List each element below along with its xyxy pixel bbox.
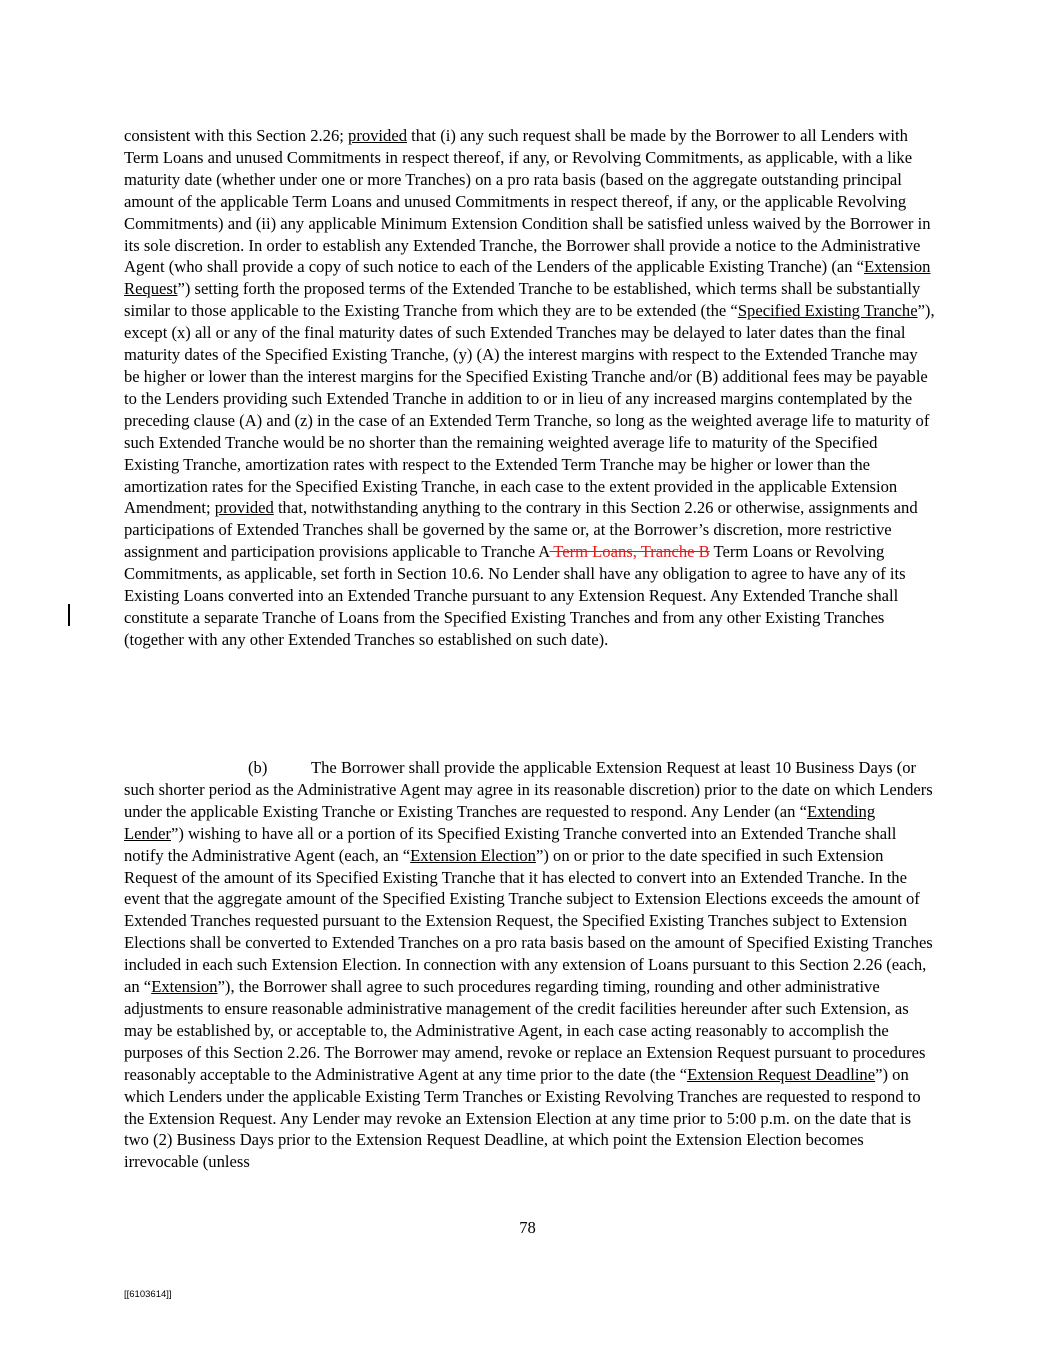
document-id: [[6103614]]	[124, 1289, 172, 1300]
defined-term-extension: Extension	[151, 977, 218, 997]
text-run: consistent with this Section 2.26;	[124, 126, 349, 145]
defined-term-specified-existing-tranche: Specified Existing Tranche	[737, 301, 918, 321]
defined-term-provided: provided	[348, 126, 408, 145]
text-run: that (i) any such request shall be made by the Borrower to all Lenders with Term Loans and unused Commitments in respect thereof, if any, or Revolving Commitments, as applicable, with a like maturity date (whether under one or more Tranches) on a pro rata basis (based on the aggregate outstanding principal amount of the applicable Term Loans and unused Commitments in respect thereof, if any, or the applicable Revolving Commitments) and (ii) any applicable Minimum Extension Condition shall be satisfied unless waived by the Borrower in its sole discretion. In order to establish any Extended Tranche, the Borrower shall provide a notice to the Administrative Agent (who shall provide a copy of such notice to each of the Lenders of the applicable Existing Tranche) (an “	[124, 126, 931, 277]
defined-term-extension-request-deadline: Extension Request Deadline	[687, 1064, 876, 1084]
text-run: ”), except (x) all or any of the final maturity dates of such Extended Tranches may be delayed to later dates than the final maturity dates of the Specified Existing Tranche, (y) (A) the interest margins with respect to the Extended Tranche may be higher or lower than the interest margins for the Specified Existing Tranche and/or (B) additional fees may be payable to the Lenders providing such Extended Tranche in addition to or in lieu of any increased margins contemplated by the preceding clause (A) and (z) in the case of an Extended Term Tranche, so long as the weighted average life to maturity of such Extended Tranche would be no shorter than the remaining weighted average life to maturity of the Specified Existing Tranche, amortization rates with respect to the Extended Term Tranche may be higher or lower than the amortization rates for the Specified Existing Tranche, in each case to the extent provided in the applicable Extension Amendment;	[124, 301, 935, 518]
page-number: 78	[519, 1218, 536, 1237]
paragraph-continuation	[124, 125, 936, 651]
text-run: ”) on which Lenders under the applicable Existing Term Tranches or Existing Revolving Tranches are requested to respond to the Extension Request. Any Lender may revoke an Extension Election at any time prior to 5:00 p.m. on the date that is two (2) Business Days prior to the Extension Request Deadline, at which point the Extension Election becomes irrevocable (unless	[124, 1064, 921, 1172]
defined-term-extension-request: Extension Request	[124, 257, 931, 299]
defined-term-extension-election: Extension Election	[410, 845, 536, 865]
revision-change-bar	[68, 604, 70, 626]
text-run: ”) on or prior to the date specified in such Extension Request of the amount of its Specified Existing Tranche that it has elected to convert into an Extended Tranche. In the event that the aggregate amount of the Specified Existing Tranche subject to Extension Elections exceeds the amount of Extended Tranches requested pursuant to the Extension Request, the Specified Existing Tranches subject to Extension Elections shall be converted to Extended Tranches on a pro rata basis based on the amount of Specified Existing Tranches included in each such Extension Election. In connection with any extension of Loans pursuant to this Section 2.26 (each, an “	[124, 845, 933, 997]
text-run: ”) setting forth the proposed terms of the Extended Tranche to be established, which terms shall be substantially similar to those applicable to the Existing Tranche from which they are to be extended (the “	[124, 279, 921, 321]
text-run: ”) wishing to have all or a portion of its Specified Existing Tranche converted into an Extended Tranche shall notify the Administrative Agent (each, an “	[124, 823, 897, 865]
text-run: that, notwithstanding anything to the contrary in this Section 2.26 or otherwise, assignments and participations of Extended Tranches shall be governed by the same or, at the Borrower’s discretion, more restrictive assignment and participation provisions applicable to Tranche A	[124, 498, 918, 562]
text-run: Term Loans or Revolving Commitments, as applicable, set forth in Section 10.6. No Lender shall have any obligation to agree to have any of its Existing Loans converted into an Extended Tranche pursuant to any Extension Request. Any Extended Tranche shall constitute a separate Tranche of Loans from the Specified Existing Tranches and from any other Existing Tranches (together with any other Extended Tranches so established on such date).	[124, 542, 906, 649]
paragraph-label: (b)	[248, 758, 268, 777]
defined-term-extending-lender: Extending Lender	[124, 801, 876, 843]
paragraph-b	[124, 757, 936, 1173]
text-run: The Borrower shall provide the applicable Extension Request at least 10 Business Days (or such shorter period as the Administrative Agent may agree in its reasonable discretion) prior to the date on which Lenders under the applicable Existing Tranche or Existing Tranches are requested to respond. Any Lender (an “	[124, 758, 933, 821]
text-run: ”), the Borrower shall agree to such procedures regarding timing, rounding and other administrative adjustments to ensure reasonable administrative management of the credit facilities hereunder after such Extension, as may be established by, or acceptable to, the Administrative Agent, in each case acting reasonably to accomplish the purposes of this Section 2.26. The Borrower may amend, revoke or replace an Extension Request pursuant to procedures reasonably acceptable to the Administrative Agent at any time prior to the date (the “	[124, 977, 926, 1084]
defined-term-provided: provided	[214, 498, 274, 518]
deleted-text: Term Loans, Tranche B	[549, 542, 710, 562]
